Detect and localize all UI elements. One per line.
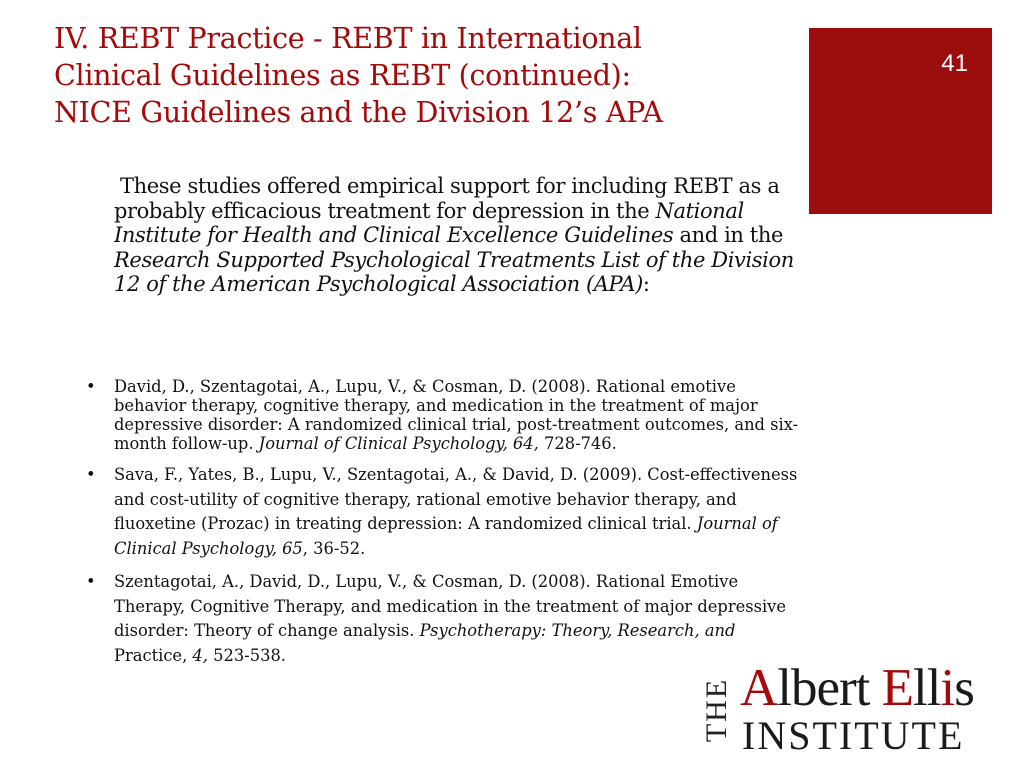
albert-ellis-institute-logo [700,659,1020,764]
intro-italic-apa: Research Supported Psychological Treatments List of the Division 12 of the American Psychological Association (APA) [114,247,794,296]
logo-institute: INSTITUTE [742,713,965,758]
intro-italic-nice: National Institute for Health and Clinical Excellence Guidelines [114,198,744,247]
slide-number-box [809,28,992,214]
reference-text: Sava, F., Yates, B., Lupu, V., Szentagotai, A., & David, D. (2009). Cost-effectiveness and cost-utility of cognitive therapy, rational emotive behavior therapy, and fluoxetine (Prozac) in treating depression: A randomized clinical trial. [114,465,798,533]
reference-journal: Journal of Clinical Psychology, 65 [114,514,778,558]
reference-journal: Psychotherapy: Theory, Research, and [419,621,736,640]
reference-practice: Practice, [114,645,193,665]
reference-text: Szentagotai, A., David, D., Lupu, V., & Cosman, D. (2008). Rational Emotive Therapy, Cognitive Therapy, and medication in the treatment of major depressive disorder: Theory of change analysis. [114,572,787,640]
intro-text-b: and in the [673,223,783,247]
logo-the: THE [700,677,733,743]
reference-item [86,377,806,453]
logo-name: Albert Ellis [740,659,974,717]
title-line-1: IV. REBT Practice - REBT in International [54,22,642,55]
intro-paragraph [114,174,794,297]
title-line-2: Clinical Guidelines as REBT (continued): [54,59,631,92]
reference-volume: 4, [192,645,208,665]
slide-number: 41 [941,50,968,77]
bullet: • [86,377,96,396]
reference-journal: Journal of Clinical Psychology, 64, [258,434,539,453]
bullet: • [86,465,96,484]
title-line-3: NICE Guidelines and the Division 12’s APA [54,96,663,129]
intro-text-c: : [642,272,650,296]
reference-text: David, D., Szentagotai, A., Lupu, V., & Cosman, D. (2008). Rational emotive behavior therapy, cognitive therapy, and medication in the treatment of major depressive disorder: A randomized clinical trial, post-treatment outcomes, and six-month follow-up. [114,377,799,453]
reference-item [86,570,806,668]
reference-pages: 728-746. [538,434,617,453]
intro-text-a: These studies offered empirical support for including REBT as a probably efficacious treatment for depression in the [114,174,780,223]
reference-list [86,377,806,677]
reference-pages: 523-538. [207,645,286,665]
slide-title [54,20,794,131]
reference-pages: , 36-52. [302,538,366,558]
reference-item [86,463,806,561]
bullet: • [86,572,96,591]
